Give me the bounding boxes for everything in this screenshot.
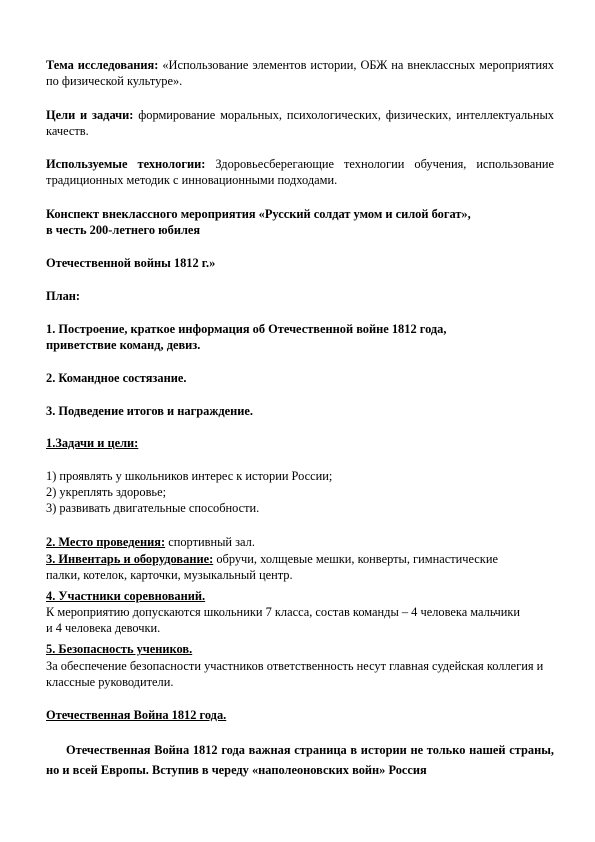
venue-text: спортивный зал.: [165, 535, 255, 549]
technologies-label: Используемые технологии:: [46, 157, 206, 171]
war-paragraph: [46, 740, 554, 780]
plan-item-3: 3. Подведение итогов и награждение.: [46, 404, 253, 418]
tasks-heading: 1.Задачи и цели:: [46, 436, 139, 450]
goals-and-tasks: [46, 107, 554, 139]
tasks-list: [46, 468, 554, 516]
research-topic: [46, 57, 554, 89]
task-item: 2) укреплять здоровье;: [46, 485, 167, 499]
research-topic-label: Тема исследования:: [46, 58, 159, 72]
plan-item-1: 1. Построение, краткое информация об Отечественной войне 1812 года, приветствие команд, девиз.: [46, 322, 447, 352]
war-anniversary-line: Отечественной войны 1812 г.»: [46, 256, 216, 270]
summary-title-line-2: в честь 200-летнего юбилея: [46, 223, 201, 237]
summary-title-line-1: Конспект внеклассного мероприятия «Русский солдат умом и силой богат»,: [46, 207, 471, 221]
safety-text: За обеспечение безопасности участников ответственность несут главная судейская коллегия и классные руководители.: [46, 659, 544, 689]
technologies-text: Здоровьесберегающие технологии обучения, использование традиционных методик с инновационными подходами.: [46, 157, 554, 187]
participants-text: К мероприятию допускаются школьники 7 класса, состав команды – 4 человека мальчики и 4 человека девочки.: [46, 605, 521, 635]
equipment: [46, 551, 516, 583]
equipment-text: обручи, холщевые мешки, конверты, гимнастические палки, котелок, карточки, музыкальный центр.: [46, 552, 498, 582]
task-item: 1) проявлять у школьников интерес к истории России;: [46, 469, 333, 483]
goals-text: формирование моральных, психологических, физических, интеллектуальных качеств.: [46, 108, 554, 138]
venue-label: 2. Место проведения:: [46, 535, 166, 549]
war-paragraph-text: Отечественная Война 1812 года важная страница в истории не только нашей страны, но и всей Европы. Вступив в череду «наполеоновских войн» Россия: [46, 743, 554, 777]
war-section-heading: Отечественная Война 1812 года.: [46, 708, 227, 722]
goals-label: Цели и задачи:: [46, 108, 134, 122]
plan-title: План:: [46, 289, 81, 303]
venue: [46, 534, 554, 550]
event-summary-title: [46, 206, 554, 238]
safety-heading: 5. Безопасность учеников.: [46, 642, 193, 656]
research-topic-text: «Использование элементов истории, ОБЖ на внеклассных мероприятиях по физической культуре».: [46, 58, 554, 88]
technologies-used: [46, 156, 554, 188]
equipment-label: 3. Инвентарь и оборудование:: [46, 552, 214, 566]
plan-item-2: 2. Командное состязание.: [46, 371, 187, 385]
task-item: 3) развивать двигательные способности.: [46, 501, 260, 515]
participants-heading: 4. Участники соревнований.: [46, 589, 206, 603]
